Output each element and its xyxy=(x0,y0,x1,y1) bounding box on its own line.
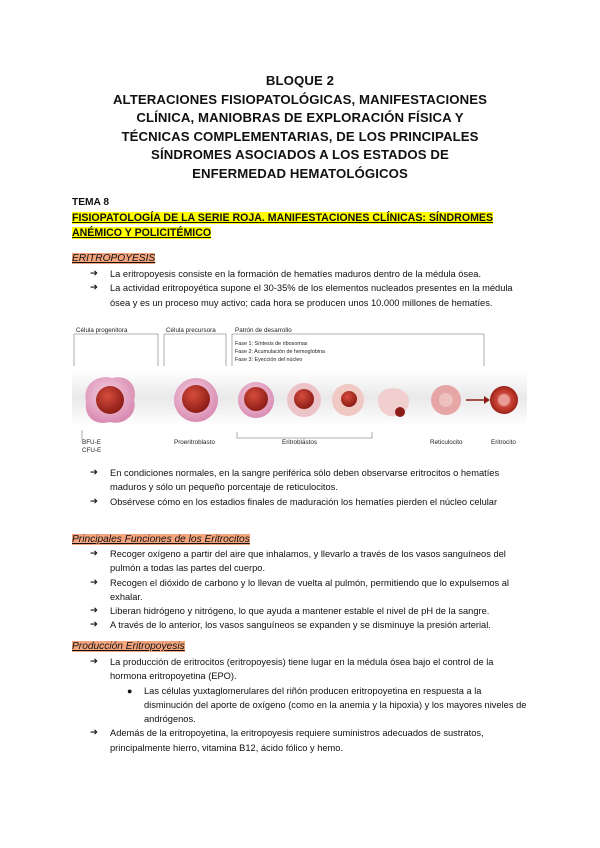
list-item xyxy=(72,495,532,509)
arrow-icon: ➔ xyxy=(90,467,98,478)
arrow-icon: ➔ xyxy=(90,619,98,631)
arrow-icon: ➔ xyxy=(90,268,98,279)
arrow-icon: ➔ xyxy=(90,727,98,739)
subtitle-line-1: FISIOPATOLOGÍA DE LA SERIE ROJA. MANIFESTACIONES CLÍNICAS: SÍNDROMES xyxy=(72,212,494,224)
list-item xyxy=(72,267,532,281)
list-item xyxy=(72,576,532,605)
document-title xyxy=(40,72,560,184)
title-line: ALTERACIONES FISIOPATOLÓGICAS, MANIFESTACIONES xyxy=(112,91,488,107)
heading-text: ERITROPOYESIS xyxy=(72,253,156,264)
erythropoiesis-diagram xyxy=(72,322,527,458)
title-line: SÍNDROMES ASOCIADOS A LOS ESTADOS DE xyxy=(151,147,449,163)
list-item xyxy=(72,618,532,632)
bullet-icon: ● xyxy=(127,685,133,696)
item-text: La actividad eritropoyética supone el 30-35% de los elementos nucleados presentes en la médula ósea y es un proceso muy activo; cada hora se producen unos 10.000 millones de hematíes. xyxy=(110,283,513,308)
title-line: BLOQUE 2 xyxy=(265,73,335,88)
item-text: La eritropoyesis consiste en la formación de hematíes maduros dentro de la médula ósea. xyxy=(110,269,482,279)
label-cfu: CFU-E xyxy=(82,447,102,454)
sub-list-container xyxy=(72,684,532,727)
arrow-icon: ➔ xyxy=(90,576,98,588)
subtitle-line-2: ANÉMICO Y POLICITÉMICO xyxy=(72,226,212,239)
heading-text: Producción Eritropoyesis xyxy=(72,641,185,652)
item-text: La producción de eritrocitos (eritropoyesis) tiene lugar en la médula ósea bajo el control de la hormona eritropoyetina (EPO). xyxy=(110,657,494,682)
item-text: Recogen el dióxido de carbono y lo llevan de vuelta al pulmón, permitiendo que lo expulsemos al exhalar. xyxy=(110,577,509,602)
proerythroblast-cell xyxy=(174,378,218,422)
label-bfu: BFU-E xyxy=(82,439,101,446)
eritropoyesis-list-after xyxy=(72,466,532,509)
section-heading-produccion xyxy=(72,641,185,652)
erythroblast-cell-2 xyxy=(287,383,321,417)
produccion-list xyxy=(72,655,532,755)
item-text: Liberan hidrógeno y nitrógeno, lo que ayuda a mantener estable el nivel de pH de la sangre. xyxy=(110,606,490,617)
arrow-icon: ➔ xyxy=(90,282,98,294)
arrow-icon: ➔ xyxy=(90,656,98,667)
phase-2-label: Fase 2: Acumulación de hemoglobina xyxy=(235,349,325,355)
phase-3-label: Fase 3: Eyección del núcleo xyxy=(235,357,303,363)
list-item xyxy=(72,281,532,310)
topic-subtitle xyxy=(72,211,532,240)
label-eritrocito: Eritrocito xyxy=(491,439,516,446)
title-line: ENFERMEDAD HEMATOLÓGICOS xyxy=(192,165,408,181)
tema-label: TEMA 8 xyxy=(72,197,109,208)
label-patron: Patrón de desarrollo xyxy=(235,327,292,334)
erythrocyte-cell xyxy=(490,386,518,414)
heading-text: Principales Funciones de los Eritrocitos xyxy=(72,534,250,545)
sub-list xyxy=(72,684,532,727)
list-item xyxy=(72,466,532,495)
item-text: En condiciones normales, en la sangre periférica sólo deben observarse eritrocitos o hematíes maduros y sólo un pequeño porcentaje de reticulocitos. xyxy=(110,468,500,493)
arrow-icon: ➔ xyxy=(90,548,98,559)
item-text: A través de lo anterior, los vasos sanguíneos se expanden y se disminuye la presión arterial. xyxy=(110,620,491,631)
title-line: CLÍNICA, MANIOBRAS DE EXPLORACIÓN FÍSICA Y xyxy=(136,110,464,126)
list-item xyxy=(72,604,532,618)
erythroblast-cell-1 xyxy=(238,382,274,418)
label-progenitora: Célula progenitora xyxy=(76,327,128,334)
eritropoyesis-list xyxy=(72,267,532,310)
sub-list-item xyxy=(72,684,532,727)
section-heading-eritropoyesis xyxy=(72,253,155,264)
bfu-cell xyxy=(85,377,135,423)
item-text: Recoger oxígeno a partir del aire que inhalamos, y llevarlo a través de los vasos sanguíneos del pulmón a todas las partes del cuerpo. xyxy=(110,549,506,574)
funciones-list xyxy=(72,547,532,633)
arrow-icon: ➔ xyxy=(90,605,98,617)
item-text: Además de la eritropoyetina, la eritropoyesis requiere suministros adecuados de sustratos, principalmente hierro, vitamina B12, ácido fólico y hemo. xyxy=(110,728,484,753)
list-item xyxy=(72,655,532,684)
list-item xyxy=(72,547,532,576)
list-item xyxy=(72,726,532,755)
erythropoiesis-figure xyxy=(72,322,527,458)
label-eritroblastos: Eritroblastos xyxy=(282,439,317,446)
label-proeritroblasto: Proeritroblasto xyxy=(174,439,215,446)
erythroblast-cell-3 xyxy=(332,384,364,416)
label-reticulocito: Reticulocito xyxy=(430,439,463,446)
arrow-icon: ➔ xyxy=(90,495,98,507)
label-precursora: Célula precursora xyxy=(166,327,216,334)
title-line: TÉCNICAS COMPLEMENTARIAS, DE LOS PRINCIPALES xyxy=(121,128,479,144)
reticulocyte-cell xyxy=(431,385,461,415)
phase-1-label: Fase 1: Síntesis de ribosomas xyxy=(235,341,308,347)
item-text: Las células yuxtaglomerulares del riñón producen eritropoyetina en respuesta a la disminución del aporte de oxígeno (como en la anemia y la hipoxia) y los mayores niveles de andrógenos. xyxy=(144,685,527,725)
section-heading-funciones xyxy=(72,534,250,545)
item-text: Obsérvese cómo en los estadios finales de maduración los hematíes pierden el núcleo celular xyxy=(110,496,498,507)
